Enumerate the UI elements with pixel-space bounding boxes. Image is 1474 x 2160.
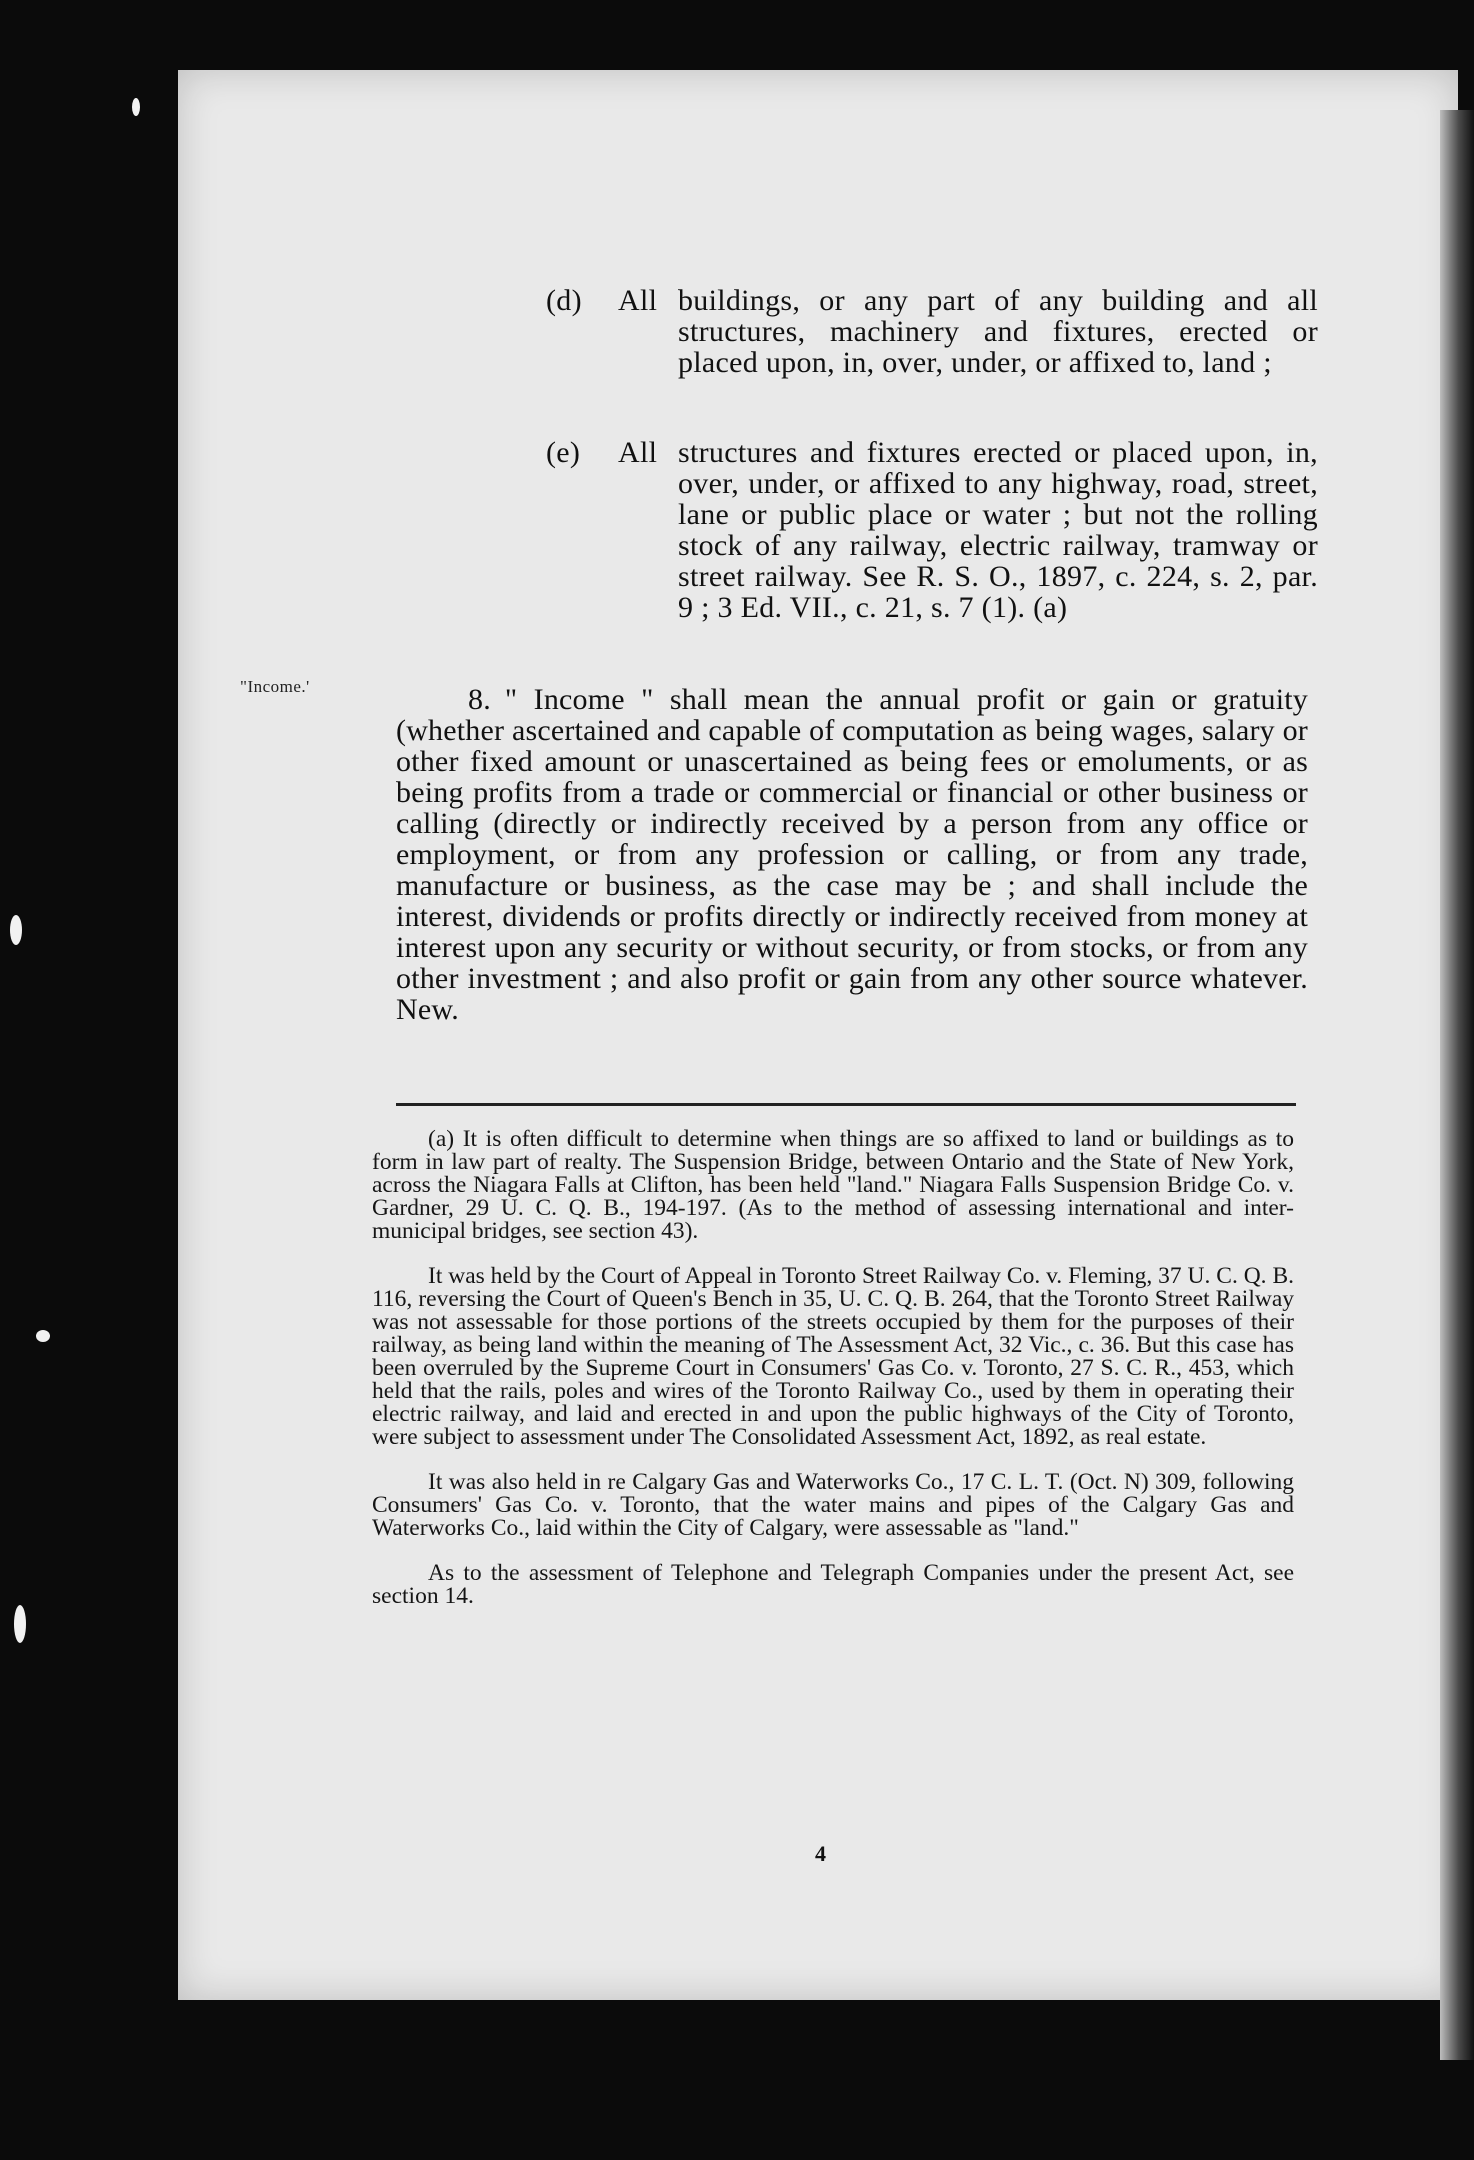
footnote-divider	[396, 1103, 1296, 1106]
scan-speck	[36, 1330, 50, 1342]
clause-label: (d)	[546, 284, 582, 317]
clause-label: (e)	[546, 436, 581, 469]
scan-speck	[14, 1605, 26, 1643]
scan-speck	[10, 915, 22, 945]
clause-text: structures and fixtures erected or placed upon, in, over, under, or affixed to any highway, road, street, lane or public place or water ; but not the rolling stock of any railway, electric railway, tramway or street railway. See R. S. O., 1897, c. 224, s. 2, par. 9 ; 3 Ed. VII., c. 21, s. 7 (1). (a)	[678, 436, 1318, 624]
clause-lead: All	[618, 436, 658, 469]
footnote-paragraph: It was held by the Court of Appeal in Toronto Street Railway Co. v. Fleming, 37 U. C. Q. B. 116, reversing the Court of Queen's Bench in 35, U. C. Q. B. 264, that the Toronto Street Railway was not assessable for those portions of the streets occupied by them for the purposes of their railway, as being land within the meaning of The Assessment Act, 32 Vic., c. 36. But this case has been overruled by the Supreme Court in Consumers' Gas Co. v. Toronto, 27 S. C. R., 453, which held that the rails, poles and wires of the Toronto Railway Co., used by them in operating their electric railway, and laid and erected in and upon the public highways of the City of Toronto, were subject to assessment under The Consolidated Assessment Act, 1892, as real estate.	[372, 1263, 1294, 1450]
page-mark: 4	[815, 1841, 826, 1866]
section-8	[396, 684, 1308, 1025]
section-number: 8.	[468, 683, 491, 716]
footnote-paragraph: As to the assessment of Telephone and Telegraph Companies under the present Act, see section 14.	[372, 1560, 1294, 1609]
clause-text: buildings, or any part of any building and all structures, machinery and fixtures, erected or placed upon, in, over, under, or affixed to, land ;	[678, 284, 1318, 379]
clause-lead: All	[618, 284, 658, 317]
section-text: " Income " shall mean the annual profit or gain or gratuity (whether ascertained and capable of computation as being wages, salary or other fixed amount or unascertained as being fees or emoluments, or as being profits from a trade or commercial or financial or other business or calling (directly or indirectly received by a person from any office or employment, or from any profession or calling, or from any trade, manufacture or business, as the case may be ; and shall include the interest, dividends or profits directly or indirectly received from money at interest upon any security or without security, or from stocks, or from any other investment ; and also profit or gain from any other source whatever. New.	[396, 683, 1308, 1026]
margin-note-income: "Income.'	[240, 677, 310, 696]
page-edge-shadow	[1440, 110, 1474, 2060]
footnote-paragraph: It was also held in re Calgary Gas and Waterworks Co., 17 C. L. T. (Oct. N) 309, following Consumers' Gas Co. v. Toronto, that the water mains and pipes of the Calgary Gas and Waterworks Co., laid within the City of Calgary, were assessable as "land."	[372, 1469, 1294, 1541]
scan-speck	[132, 98, 140, 116]
footnote-paragraph: (a) It is often difficult to determine when things are so affixed to land or buildings as to form in law part of realty. The Suspension Bridge, between Ontario and the State of New York, across the Niagara Falls at Clifton, has been held "land." Niagara Falls Suspension Bridge Co. v. Gardner, 29 U. C. Q. B., 194-197. (As to the method of assessing international and inter-municipal bridges, see section 43).	[372, 1126, 1294, 1244]
footnotes	[372, 1128, 1294, 1630]
